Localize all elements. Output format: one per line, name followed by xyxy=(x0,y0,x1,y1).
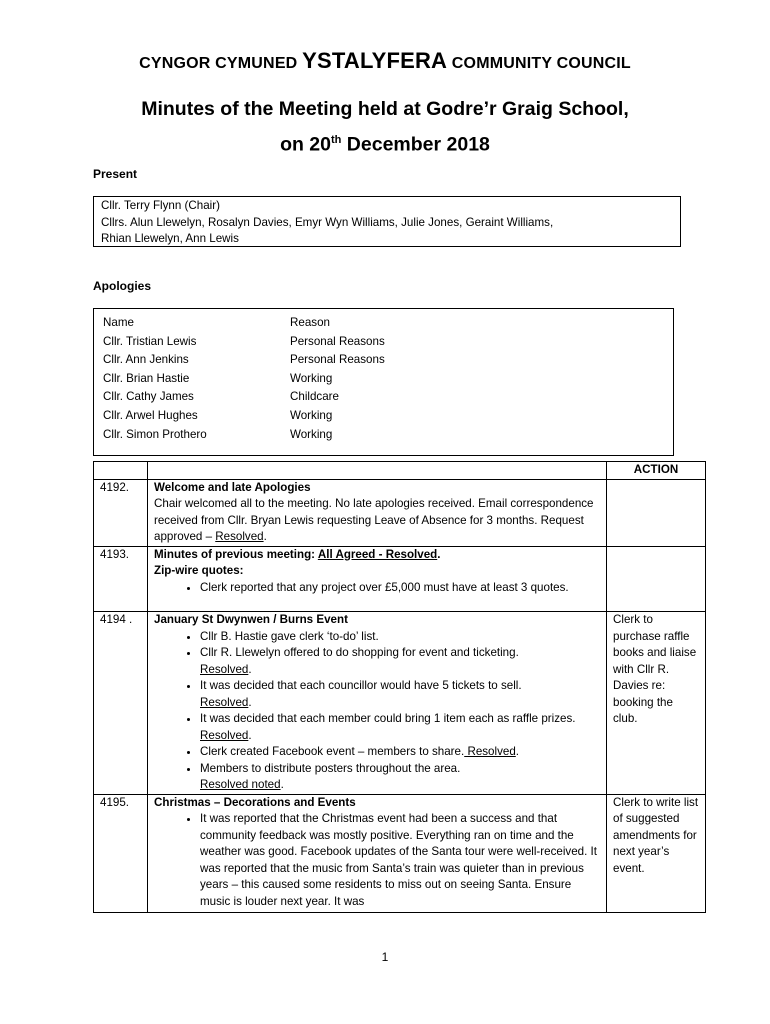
minute-item-4195 xyxy=(94,794,706,913)
minute-action: Clerk to write list of suggested amendments for next year’s event. xyxy=(607,794,706,913)
apologies-row: Cllr. Brian Hastie Working xyxy=(103,371,333,385)
apologies-row: Cllr. Ann Jenkins Personal Reasons xyxy=(103,353,385,367)
minutes-table xyxy=(93,461,706,913)
minute-content xyxy=(148,794,607,913)
present-chair: Cllr. Terry Flynn (Chair) xyxy=(101,199,220,212)
minute-bullet: • Clerk reported that any project over £5,000 must have at least 3 quotes. xyxy=(200,580,600,597)
action-column-header: ACTION xyxy=(607,462,706,480)
minute-item-4193 xyxy=(94,546,706,612)
minute-item-4192 xyxy=(94,479,706,546)
apologies-heading: Apologies xyxy=(93,279,152,293)
minute-title: Welcome and late Apologies xyxy=(154,480,311,494)
minute-number: 4193. xyxy=(94,546,148,612)
minute-bullet: • Members to distribute posters throughout the area. Resolved noted. xyxy=(200,761,600,794)
apologies-box xyxy=(93,308,674,456)
minute-bullet: • It was decided that each member could bring 1 item each as raffle prizes. Resolved. xyxy=(200,711,600,744)
minute-title: Christmas – Decorations and Events xyxy=(154,795,356,809)
minute-content xyxy=(148,612,607,795)
apologies-row: Cllr. Cathy James Childcare xyxy=(103,390,339,404)
present-box xyxy=(93,196,681,247)
minute-content xyxy=(148,479,607,546)
minute-bullet: • Cllr R. Llewelyn offered to do shopping for event and ticketing. Resolved. xyxy=(200,645,600,678)
apologies-row: Cllr. Arwel Hughes Working xyxy=(103,408,333,422)
minute-bullet: • It was reported that the Christmas event had been a success and that community feedback was mostly positive. Everything ran on time and the weather was good. Facebook updates of the Santa tour were well-received. It was reported that the music from Santa’s train was quieter than in previous years – this caused some residents to miss out on seeing Santa. Ensure music is louder next year. It was xyxy=(200,811,600,910)
minute-number: 4195. xyxy=(94,794,148,913)
page-number: 1 xyxy=(381,950,389,964)
minute-title: Minutes of previous meeting: All Agreed - Resolved. xyxy=(154,547,441,561)
minute-title: January St Dwynwen / Burns Event xyxy=(154,613,348,626)
council-name-welsh: CYNGOR CYMUNED xyxy=(139,55,298,72)
document-title xyxy=(0,94,770,161)
apologies-col-name: Name xyxy=(103,316,134,329)
minute-text: Chair welcomed all to the meeting. No late apologies received. Email correspondence received from Cllr. Bryan Lewis requesting Leave of Absence for 3 months. Request approved – Resolved. xyxy=(154,497,594,543)
minute-content xyxy=(148,546,607,612)
minute-action: Clerk to purchase raffle books and liaise with Cllr R. Davies re: booking the club. xyxy=(607,612,706,795)
minute-subheading: Zip-wire quotes: xyxy=(154,564,244,577)
minute-bullet: • It was decided that each councillor would have 5 tickets to sell. Resolved. xyxy=(200,678,600,711)
minute-number: 4192. xyxy=(94,479,148,546)
minute-bullet: • Cllr B. Hastie gave clerk ‘to-do’ list. xyxy=(200,629,600,646)
title-line-2: on 20th December 2018 xyxy=(280,133,490,156)
council-name xyxy=(0,48,770,74)
present-heading: Present xyxy=(93,167,138,181)
apologies-col-reason: Reason xyxy=(290,316,330,329)
apologies-row: Cllr. Simon Prothero Working xyxy=(103,427,333,441)
minute-number: 4194 . xyxy=(94,612,148,795)
title-line-1: Minutes of the Meeting held at Godre’r Graig School, xyxy=(141,98,629,120)
apologies-header-row xyxy=(103,314,664,333)
minute-item-4194 xyxy=(94,612,706,795)
present-members: Cllrs. Alun Llewelyn, Rosalyn Davies, Emyr Wyn Williams, Julie Jones, Geraint Williams, xyxy=(101,215,554,229)
minute-bullet: • Clerk created Facebook event – members to share. Resolved. xyxy=(200,744,600,761)
apologies-row: Cllr. Tristian Lewis Personal Reasons xyxy=(103,334,385,348)
council-name-english: COMMUNITY COUNCIL xyxy=(451,55,631,72)
minutes-header-row xyxy=(94,462,706,480)
council-name-town: YSTALYFERA xyxy=(302,48,448,73)
present-members-cont: Rhian Llewelyn, Ann Lewis xyxy=(101,232,239,245)
